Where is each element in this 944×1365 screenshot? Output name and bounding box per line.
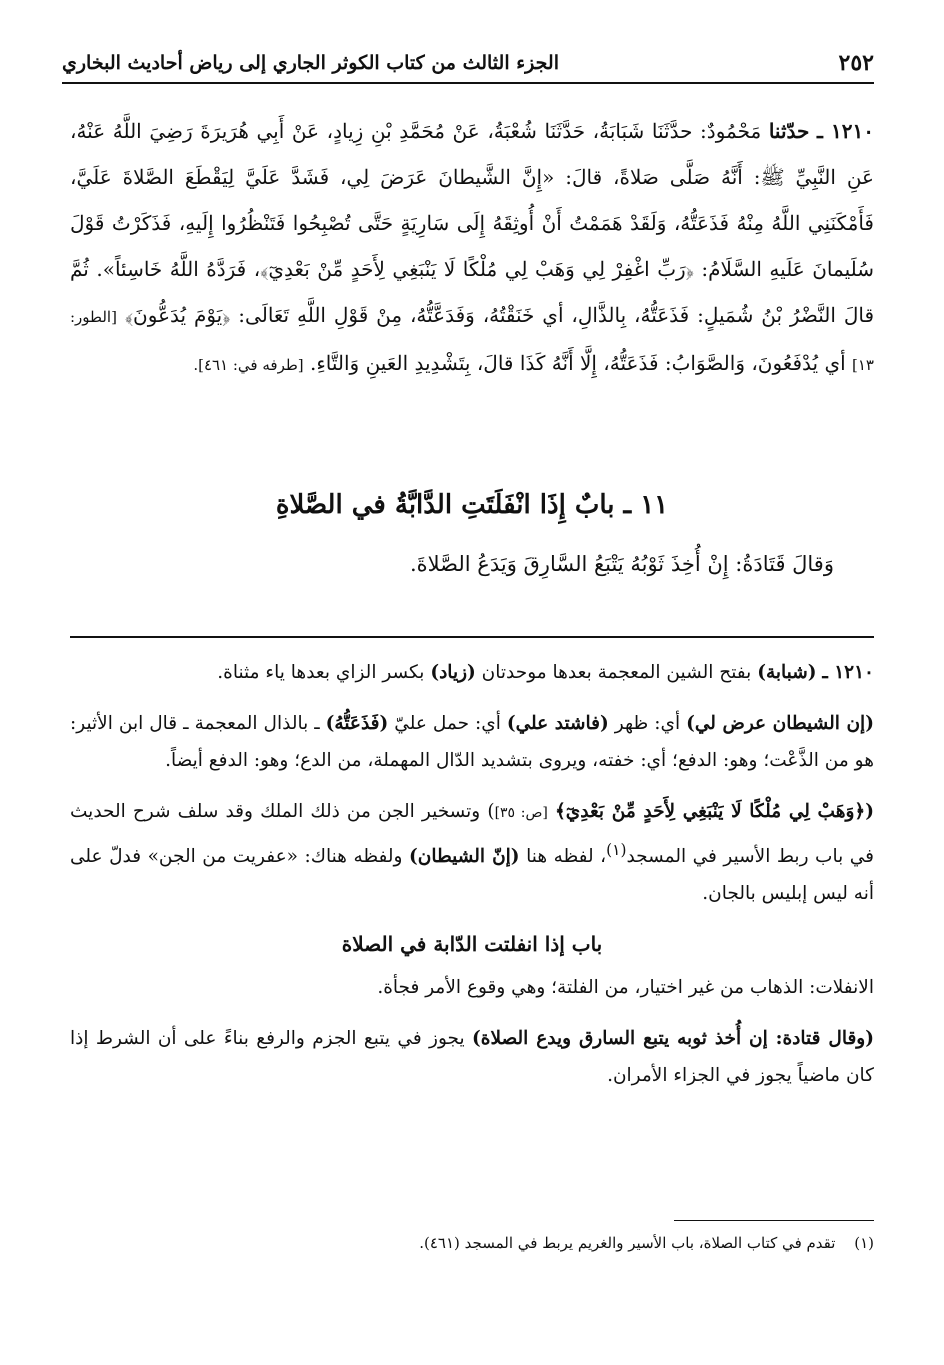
- commentary-term: (فَذَعَتُّهُ): [325, 713, 389, 734]
- commentary-paragraph: [70, 654, 874, 691]
- commentary-text: ، لفظه هنا: [526, 846, 607, 868]
- footnote-rule: [674, 1220, 874, 1221]
- footnote: [70, 1234, 874, 1252]
- hadith-body: مَحْمُودٌ: حدَّثَنَا شَبَابَةُ، حَدَّثَنَا شُعْبَةُ، عَنْ مُحَمَّدِ بْنِ زِيادٍ، عَنْ أَبِي هُرَيرَةَ رَضِيَ اللَّهُ عَنْهُ، عَنِ النَّبِيِّ ﷺ: أَنَّهُ صَلَّى صَلاةً، قالَ: «إِنَّ الشَّيطانَ عَرَضَ لِي، فَشَدَّ عَلَيَّ لِيَقْطَعَ الصَّلاةَ عَلَيَّ، فَأَمْكَنَنِي اللَّهُ مِنْهُ فَذَعَتُّهُ، وَلَقَدْ هَمَمْتُ أَنْ أُوثِقَهُ إِلَى سَارِيَةٍ حَتَّى تُصْبِحُوا فَتَنْظُرُوا إِلَيهِ، فَذَكَرْتُ قَوْلَ سُلَيمانَ عَلَيهِ السَّلَامُ: ﴿رَبِّ اغْفِرْ لِي وَهَبْ لِي مُلْكًا لَا يَنْبَغِي لِأَحَدٍ مِّنْ بَعْدِيٓ﴾، فَرَدَّهُ اللَّهُ خَاسِئاً». ثُمَّ قالَ النَّضْرُ بْنُ شُمَيلٍ: فَذَعَتُّهُ، بِالذَّالِ، أي خَنَقْتُهُ، وَفَدَعَّتُّهُ، مِنْ قَوْلِ اللَّهِ تَعَالَى: ﴿يَوْمَ يُدَعُّونَ﴾: [70, 119, 875, 327]
- header-title: الجزء الثالث من كتاب الكوثر الجاري إلى رياض أحاديث البخاري: [62, 52, 559, 74]
- commentary-text: بكسر الزاي بعدها ياء مثناة.: [217, 662, 425, 683]
- commentary-text: ) وتسخير الجن من ذلك الملك وقد سلف شرح الحديث في باب ربط الأسير في المسجد: [70, 801, 875, 868]
- commentary-text: ـ بالذال المعجمة ـ قال ابن الأثير: هو من الذَّعْت؛ وهو: الدفع؛ أي: خفته، ويروى بتشديد الدّال المهملة، من الدع؛ وهو: الدفع أيضاً.: [70, 713, 874, 771]
- chapter-quote: وَقالَ قَتَادَةُ: إِنْ أُخِذَ ثَوْبُهُ يَتْبَعُ السَّارِقَ وَيَدَعُ الصَّلاةَ.: [409, 552, 834, 576]
- quran-reference: [الطور: ١٣]: [70, 308, 874, 374]
- footnote-number: (١): [854, 1234, 874, 1252]
- commentary-term: (إن الشيطان عرض لي): [686, 713, 874, 734]
- page-number: ٢٥٢: [838, 50, 874, 76]
- quran-reference: [ص: ٣٥]: [494, 805, 548, 821]
- running-header: [62, 44, 874, 84]
- commentary-term: (وقال قتادة: إن أُخذ ثوبه يتبع السارق ويدع الصلاة): [472, 1028, 874, 1050]
- commentary-term: (إنّ الشيطان): [409, 846, 520, 868]
- hadith-number: ١٢١٠ ـ: [816, 119, 874, 143]
- footnote-marker[interactable]: (١): [606, 841, 627, 859]
- commentary-sub-heading: باب إذا انفلتت الدّابة في الصلاة: [341, 932, 603, 957]
- cross-reference: [طرفه في: ٤٦١].: [193, 356, 304, 374]
- hadith-body-continued: أي يُدْفَعُونَ، وَالصَّوَابُ: فَذَعَتُّهُ، إِلَّا أَنَّهُ كَذَا قالَ، بِتَشْدِيدِ العَينِ وَالتَّاءِ.: [310, 351, 846, 375]
- commentary-number: ١٢١٠ ـ: [822, 662, 874, 683]
- hadith-narrator: حدّثنا: [768, 119, 810, 143]
- commentary-term: (زياد): [430, 662, 476, 683]
- commentary-term: (شبابة): [757, 662, 817, 683]
- commentary-paragraph: [70, 1020, 874, 1094]
- chapter-heading: ١١ ـ بابٌ إِذَا انْفَلَتَتِ الدَّابَّةُ في الصَّلاةِ: [275, 490, 669, 520]
- commentary-paragraph: الانفلات: الذهاب من غير اختيار، من الفلتة؛ وهي وقوع الأمر فجأة.: [377, 977, 874, 999]
- section-divider: [70, 636, 874, 638]
- commentary-text: أي: ظهر: [614, 713, 681, 734]
- commentary-text: يجوز في يتبع الجزم والرفع بناءً على أن الشرط إذا كان ماضياً يجوز في الجزاء الأمران.: [70, 1028, 874, 1087]
- footnote-text: تقدم في كتاب الصلاة، باب الأسير والغريم يربط في المسجد (٤٦١).: [419, 1234, 836, 1252]
- hadith-text: [70, 108, 874, 388]
- commentary-paragraph: [70, 705, 874, 779]
- commentary-text: أي: حمل عليّ: [394, 713, 501, 734]
- commentary-term: (فاشتد علي): [506, 713, 609, 734]
- commentary-text: ولفظه هناك: «عفريت من الجن» فدلّ على أنه ليس إبليس بالجان.: [70, 846, 874, 905]
- commentary-paragraph: [70, 793, 874, 912]
- commentary: [70, 654, 874, 1108]
- commentary-text: بفتح الشين المعجمة بعدها موحدتان: [481, 662, 752, 683]
- commentary-term: (﴿وَهَبْ لِي مُلْكًا لَا يَنْبَغِي لِأَحَدٍ مِّنْ بَعْدِيٓ﴾: [554, 801, 874, 822]
